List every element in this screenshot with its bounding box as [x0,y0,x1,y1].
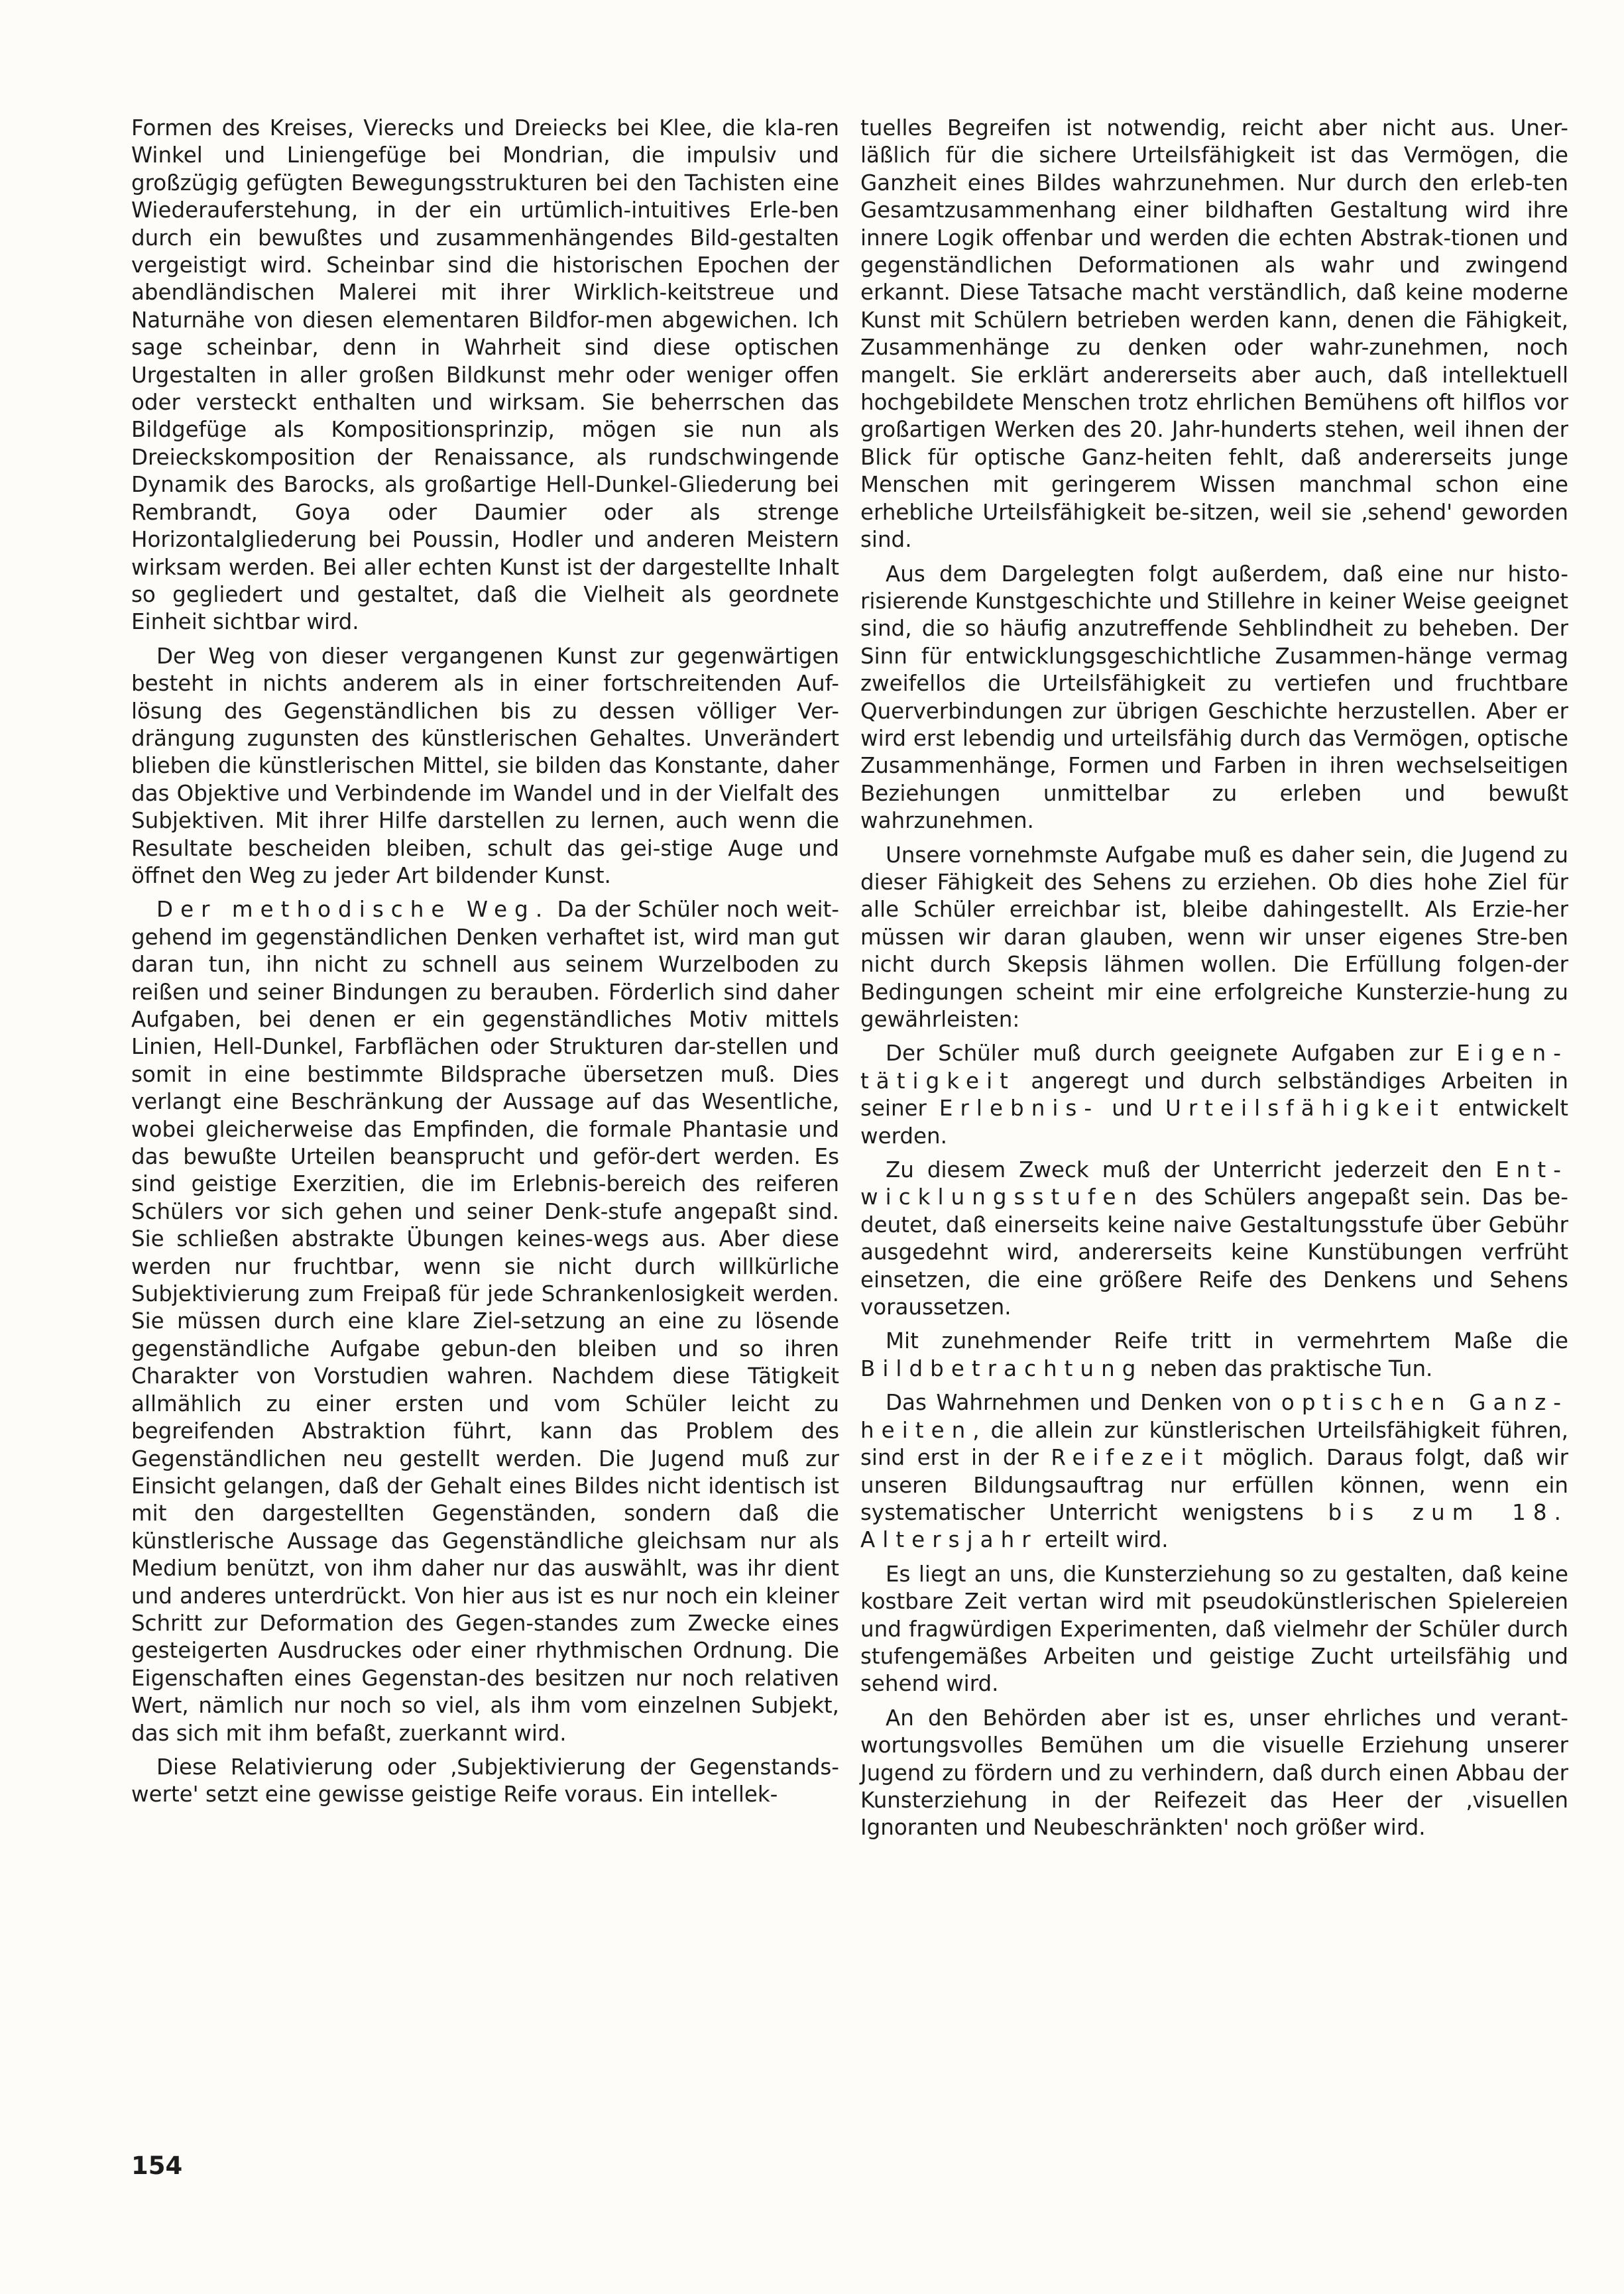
emphasis-reifezeit: Reifezeit [1051,1445,1210,1471]
text-run: entwickelt werden. [860,1096,1568,1149]
paragraph-klee-mondrian: Formen des Kreises, Vierecks und Dreiecks bei Klee, die kla-ren Winkel und Liniengefüge bei Mondrian, die impulsiv und großzügig gefügten Bewegungsstrukturen bei den Tachisten eine Wiederauferstehung, in der ein urtümlich-intuitives Erle-ben durch ein bewußtes und zusammenhängendes Bild-gestalten vergeistigt wird. Scheinbar sind die historischen Epochen der abendländischen Malerei mit ihrer Wirklich-keitstreue und Naturnähe von diesen elementaren Bildfor-men abgewichen. Ich sage scheinbar, denn in Wahrheit sind diese optischen Urgestalten in aller großen Bildkunst mehr oder weniger offen oder versteckt enthalten und wirksam. Sie beherrschen das Bildgefüge als Kompositionsprinzip, mögen sie nun als Dreieckskomposition der Renaissance, als rundschwingende Dynamik des Barocks, als großartige Hell-Dunkel-Gliederung bei Rembrandt, Goya oder Daumier oder als strenge Horizontalgliederung bei Poussin, Hodler und anderen Meistern wirksam werden. Bei aller echten Kunst ist der dargestellte Inhalt so gegliedert und gestaltet, daß die Vielheit als geordnete Einheit sichtbar wird. [131,115,839,635]
paragraph-vornehmste-aufgabe: Unsere vornehmste Aufgabe muß es daher sein, die Jugend zu dieser Fähigkeit des Sehens zu erziehen. Ob dies hohe Ziel für alle Schüler erreichbar ist, bleibe dahingestellt. Als Erzie-her müssen wir daran glauben, wenn wir unser eigenes Stre-ben nicht durch Skepsis lähmen wollen. Die Erfüllung folgen-der Bedingungen scheint mir eine erfolgreiche Kunsterzie-hung zu gewährleisten: [860,842,1568,1032]
paragraph-relativierung: Diese Relativierung oder ‚Subjektivierung der Gegenstands-werte' setzt eine gewisse geistige Reife voraus. Ein intellek- [131,1754,839,1807]
text-run: angeregt und durch selbständiges Arbeiten in seiner [860,1068,1568,1121]
paragraph-optische-ganzheiten [860,1389,1568,1554]
emphasis-urteilsfaehigkeit: Urteilsfähigkeit [1165,1096,1446,1121]
text-run: neben das praktische Tun. [1143,1355,1433,1381]
left-text-column [131,115,839,1815]
emphasis-bildbetrachtung: Bildbetrachtung [860,1355,1143,1381]
paragraph-methodische-weg-body: Da der Schüler noch weit-gehend im gegenständlichen Denken verhaftet ist, wird man gut daran tun, ihn nicht zu schnell aus seinem Wurzelboden zu reißen und seiner Bindungen zu berauben. Förderlich sind daher Aufgaben, bei denen er ein gegenständliches Motiv mittels Linien, Hell-Dunkel, Farbflächen oder Strukturen dar-stellen und somit in eine bestimmte Bildsprache übersetzen muß. Dies verlangt eine Beschränkung der Aussage auf das Wesentliche, wobei gleicherweise das Empfinden, die formale Phantasie und das bewußte Urteilen beansprucht und geför-dert werden. Es sind geistige Exerzitien, die im Erlebnis-bereich des reiferen Schülers vor sich gehen und seiner Denk-stufe angepaßt sind. Sie schließen abstrakte Übungen keines-wegs aus. Aber diese werden nur fruchtbar, wenn sie nicht durch willkürliche Subjektivierung zum Freipaß für jede Schrankenlosigkeit werden. Sie müssen durch eine klare Ziel-setzung an eine zu lösende gegenständliche Aufgabe gebun-den bleiben und so ihren Charakter von Vorstudien wahren. Nachdem diese Tätigkeit allmählich zu einer ersten und vom Schüler leicht zu begreifenden Abstraktion führt, kann das Problem des Gegenständlichen neu gestellt werden. Die Jugend muß zur Einsicht gelangen, daß der Gehalt eines Bildes nicht identisch ist mit den dargestellten Gegenständen, sondern daß die künstlerische Aussage das Gegenständliche gleichsam nur als Medium benützt, von ihm daher nur das auswählt, was ihr dient und anderes unterdrückt. Von hier aus ist es nur noch ein kleiner Schritt zur Deformation des Gegen-standes zum Zwecke eines gesteigerten Ausdruckes oder einer rhythmischen Ordnung. Die Eigenschaften eines Gegenstan-des besitzen nur noch relativen Wert, nämlich nur noch so viel, als ihm vom einzelnen Subjekt, das sich mit ihm befaßt, zuerkannt wird. [131,897,839,1746]
text-run: Zu diesem Zweck muß der Unterricht jederzeit den [886,1157,1496,1183]
right-text-column [860,115,1568,1849]
emphasis-optische-ganzheiten: optischen Ganz-heiten [860,1390,1568,1443]
emphasis-entwicklungsstufen: Ent-wicklungsstufen [860,1157,1568,1210]
paragraph-dargelegten: Aus dem Dargelegten folgt außerdem, daß eine nur histo-risierende Kunstgeschichte und Stillehre in keiner Weise geeignet sind, die so häufig anzutreffende Sehblindheit zu beheben. Der Sinn für entwicklungsgeschichtliche Zusammen-hänge vermag zweifellos die Urteilsfähigkeit zu vertiefen und fruchtbare Querverbindungen zur übrigen Geschichte herzustellen. Aber er wird erst lebendig und urteilsfähig durch das Vermögen, optische Zusammenhänge, Formen und Farben in ihren wechselseitigen Beziehungen unmittelbar zu erleben und bewußt wahrzunehmen. [860,561,1568,834]
text-run: Der Schüler muß durch geeignete Aufgaben zur [886,1041,1457,1066]
page-number: 154 [131,2151,183,2180]
paragraph-bildbetrachtung [860,1328,1568,1383]
paragraph-behoerden: An den Behörden aber ist es, unser ehrliches und verant-wortungsvolles Bemühen um die visuelle Erziehung unserer Jugend zu fördern und zu verhindern, daß durch einen Abbau der Kunsterziehung in der Reifezeit das Heer der ‚visuellen Ignoranten und Neubeschränkten' noch größer wird. [860,1705,1568,1841]
section-heading-methodische-weg: Der methodische Weg. [156,897,550,923]
paragraph-intellektuelles-begreifen: tuelles Begreifen ist notwendig, reicht aber nicht aus. Uner-läßlich für die sichere Urteilsfähigkeit ist das Vermögen, die Ganzheit eines Bildes wahrzunehmen. Nur durch den erleb-ten Gesamtzusammenhang einer bildhaften Gestaltung wird ihre innere Logik offenbar und werden die echten Abstrak-tionen und gegenständlichen Deformationen als wahr und zwingend erkannt. Diese Tatsache macht verständlich, daß keine moderne Kunst mit Schülern betrieben werden kann, denen die Fähigkeit, Zusammenhänge zu denken oder wahr-zunehmen, noch mangelt. Sie erklärt andererseits aber auch, daß intellektuell hochgebildete Menschen trotz ehrlichen Bemühens oft hilflos vor großartigen Werken des 20. Jahr-hunderts stehen, weil ihnen der Blick für optische Ganz-heiten fehlt, daß andererseits junge Menschen mit geringerem Wissen manchmal schon eine erhebliche Urteilsfähigkeit be-sitzen, weil sie ‚sehend' geworden sind. [860,115,1568,553]
emphasis-erlebnis: Erlebnis- [939,1096,1100,1121]
emphasis-eigentaetigkeit: Eigen-tätigkeit [860,1041,1568,1094]
text-run: Mit zunehmender Reife tritt in vermehrtem Maße die [886,1328,1568,1354]
text-run: , die allein zur künstlerischen Urteilsfähigkeit führen, sind erst in der [860,1417,1568,1471]
text-run: Das Wahrnehmen und Denken von [886,1390,1281,1416]
paragraph-eigentaetigkeit [860,1040,1568,1150]
paragraph-methodische-weg [131,896,839,1747]
paragraph-kostbare-zeit: Es liegt an uns, die Kunsterziehung so zu gestalten, daß keine kostbare Zeit vertan wird mit pseudokünstlerischen Spielereien und fragwürdigen Experimenten, daß vielmehr der Schüler durch stufengemäßes Arbeiten und geistige Zucht urteilsfähig und sehend wird. [860,1561,1568,1697]
text-run: und [1099,1096,1166,1121]
paragraph-entwicklungsstufen [860,1157,1568,1321]
text-run: des Schülers angepaßt sein. Das be-deutet, daß einerseits keine naive Gestaltungsstufe über Gebühr ausgedehnt wird, andererseits keine Kunstübungen verfrüht einsetzen, die eine größere Reife des Denkens und Sehens voraussetzen. [860,1184,1568,1320]
text-run: möglich. Daraus folgt, daß wir unseren Bildungsauftrag nur erfüllen können, wenn ein systematischer Unterricht wenigstens [860,1445,1568,1525]
emphasis-altersjahr: bis zum 18. Altersjahr [860,1499,1569,1553]
text-run: erteilt wird. [1037,1527,1169,1553]
paragraph-weg-vergangene-kunst: Der Weg von dieser vergangenen Kunst zur gegenwärtigen besteht in nichts anderem als in einer fortschreitenden Auf-lösung des Gegenständlichen bis zu dessen völliger Ver-drängung zugunsten des künstlerischen Gehaltes. Unverändert blieben die künstlerischen Mittel, sie bilden das Konstante, daher das Objektive und Verbindende im Wandel und in der Vielfalt des Subjektiven. Mit ihrer Hilfe darstellen zu lernen, auch wenn die Resultate bescheiden bleiben, schult das gei-stige Auge und öffnet den Weg zu jeder Art bildender Kunst. [131,643,839,888]
